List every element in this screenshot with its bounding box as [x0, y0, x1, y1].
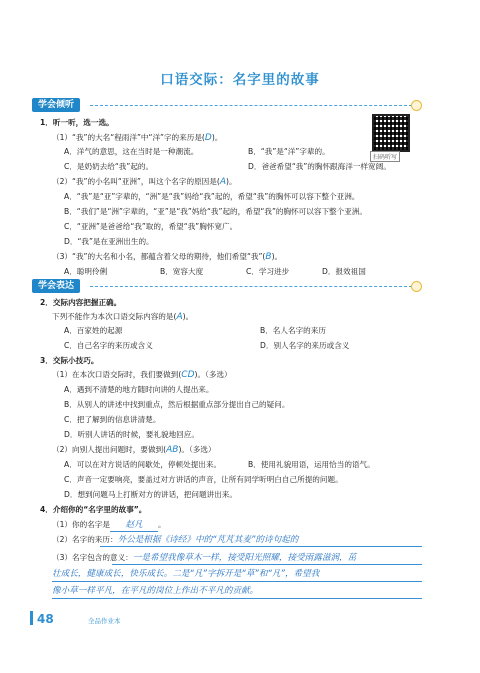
q1-1-opt-d: D．爸爸希望“我”的胸怀跟海洋一样宽阔。	[248, 162, 391, 171]
q1-heading: 1．听一听，选一选。	[40, 118, 114, 127]
q3-2-stem: （2）向别人提出问题时，要做到(AB)。（多选）	[52, 445, 216, 455]
q3-1-opt-b: B．从别人的讲述中找到重点，然后根据重点部分提出自己的疑问。	[64, 400, 290, 409]
q1-2-answer: A	[219, 177, 226, 187]
section-divider	[90, 286, 412, 287]
footer-bar	[30, 611, 33, 625]
q3-1-answer: CD	[181, 370, 195, 380]
q3-1-opt-a: A．遇到不清楚的地方随时向讲的人提出来。	[64, 385, 214, 394]
q1-1-stem: （1）“我”的大名“程雨洋”中“洋”字的来历是(D)。	[52, 133, 223, 143]
q1-3-opt-b: B．宽容大度	[160, 267, 204, 276]
q3-2-opt-a: A．可以在对方说话的间歇处，停顿处提出来。	[64, 460, 222, 469]
section-tag-express: 学会表达	[32, 279, 80, 293]
q4-3-answer-1: 一是希望我像草木一样，接受阳光照耀，接受雨露滋润，茁	[132, 553, 357, 563]
q4-1-line: （1）你的名字是 赵凡 。	[52, 520, 166, 530]
q3-1-opt-d: D．听别人讲话的时候，要礼貌地回应。	[64, 430, 199, 439]
q3-2-answer: AB	[166, 445, 179, 455]
q4-2-line: （2）名字的来历：外公是根据《诗经》中的“芃芃其麦”的诗句起的	[52, 535, 299, 545]
section-end-icon	[411, 100, 422, 111]
q1-2-opt-d: D．“我”是在亚洲出生的。	[64, 237, 154, 246]
page-title: 口语交际：名字里的故事	[160, 72, 320, 88]
q4-3-line: （3）名字包含的意义：一是希望我像草木一样，接受阳光照耀，接受雨露滋润，茁	[52, 553, 357, 563]
page-number: 48	[37, 612, 54, 626]
q4-3-answer-2: 壮成长，健康成长，快乐成长。二是“凡”字拆开是“草”和“凡”，希望我	[52, 569, 320, 579]
q1-3-opt-c: C．学习进步	[246, 267, 290, 276]
answer-underline	[100, 546, 422, 547]
section-bar-express	[32, 281, 422, 292]
section-divider	[90, 105, 412, 106]
q1-2-opt-b: B．“我们”是“洲”字辈的，“亚”是“我”妈给“我”起的，希望“我”的胸怀可以容下整个亚洲。	[64, 207, 368, 216]
section-tag-listen: 学会倾听	[32, 98, 80, 112]
q2-answer: A	[176, 312, 183, 322]
qr-label: 扫码听写	[370, 151, 400, 162]
q3-2-opt-c: C．声音一定要响亮，要盖过对方讲话的声音，让所有同学听明白自己所提的问题。	[64, 475, 343, 484]
answer-underline	[112, 564, 422, 565]
q2-opt-d: D．别人名字的来历或含义	[260, 341, 350, 350]
q3-2-opt-d: D．想到问题马上打断对方的讲话，把问题讲出来。	[64, 490, 237, 499]
q1-1-opt-a: A．洋气的意思，这在当时是一种潮流。	[64, 147, 199, 156]
q1-2-opt-c: C．“亚洲”是爸爸给“我”取的，希望“我”胸怀宽广。	[64, 222, 238, 231]
q1-3-opt-d: D．报效祖国	[322, 267, 366, 276]
q2-heading: 2．交际内容把握正确。	[40, 298, 122, 307]
q1-1-opt-c: C．是奶奶去给“我”起的。	[64, 162, 154, 171]
footer-label: 全品作业本	[88, 617, 121, 625]
q3-2-opt-b: B．使用礼貌用语，运用恰当的语气。	[248, 460, 375, 469]
q2-opt-a: A．百家姓的起源	[64, 326, 123, 335]
q3-1-opt-c: C．把了解到的信息讲清楚。	[64, 415, 161, 424]
q4-3-answer-3: 像小草一样平凡，在平凡的岗位上作出不平凡的贡献。	[52, 586, 259, 596]
section-end-icon	[411, 281, 422, 292]
q4-1-answer: 赵凡	[110, 520, 158, 532]
q1-3-answer: B	[265, 252, 272, 262]
q4-2-answer: 外公是根据《诗经》中的“芃芃其麦”的诗句起的	[117, 535, 299, 545]
q1-3-opt-a: A．聪明伶俐	[64, 267, 108, 276]
answer-underline	[52, 581, 422, 582]
q3-1-stem: （1）在本次口语交际时，我们要做到(CD)。（多选）	[52, 370, 232, 380]
q1-1-opt-b: B．“我”是“洋”字辈的。	[248, 147, 330, 156]
q3-heading: 3．交际小技巧。	[40, 356, 99, 365]
q1-1-answer: D	[204, 133, 212, 143]
section-bar-listen	[32, 100, 422, 111]
q1-3-stem: （3）“我”的大名和小名，都蕴含着父母的期待，他们希望“我”(B)。	[52, 252, 283, 262]
q2-opt-b: B．名人名字的来历	[260, 326, 326, 335]
qr-code-icon[interactable]	[372, 114, 410, 152]
q1-2-stem: （2）“我”的小名叫“亚洲”，叫这个名字的原因是(A)。	[52, 177, 237, 187]
answer-underline	[52, 598, 422, 599]
q1-2-opt-a: A．“我”是“亚”字辈的，“洲”是“我”妈给“我”起的，希望“我”的胸怀可以容下整个亚洲。	[64, 192, 360, 201]
q2-stem: 下列不能作为本次口语交际内容的是(A)。	[52, 312, 194, 322]
q2-opt-c: C．自己名字的来历或含义	[64, 341, 153, 350]
q4-heading: 4．介绍你的“名字里的故事”。	[40, 505, 147, 514]
